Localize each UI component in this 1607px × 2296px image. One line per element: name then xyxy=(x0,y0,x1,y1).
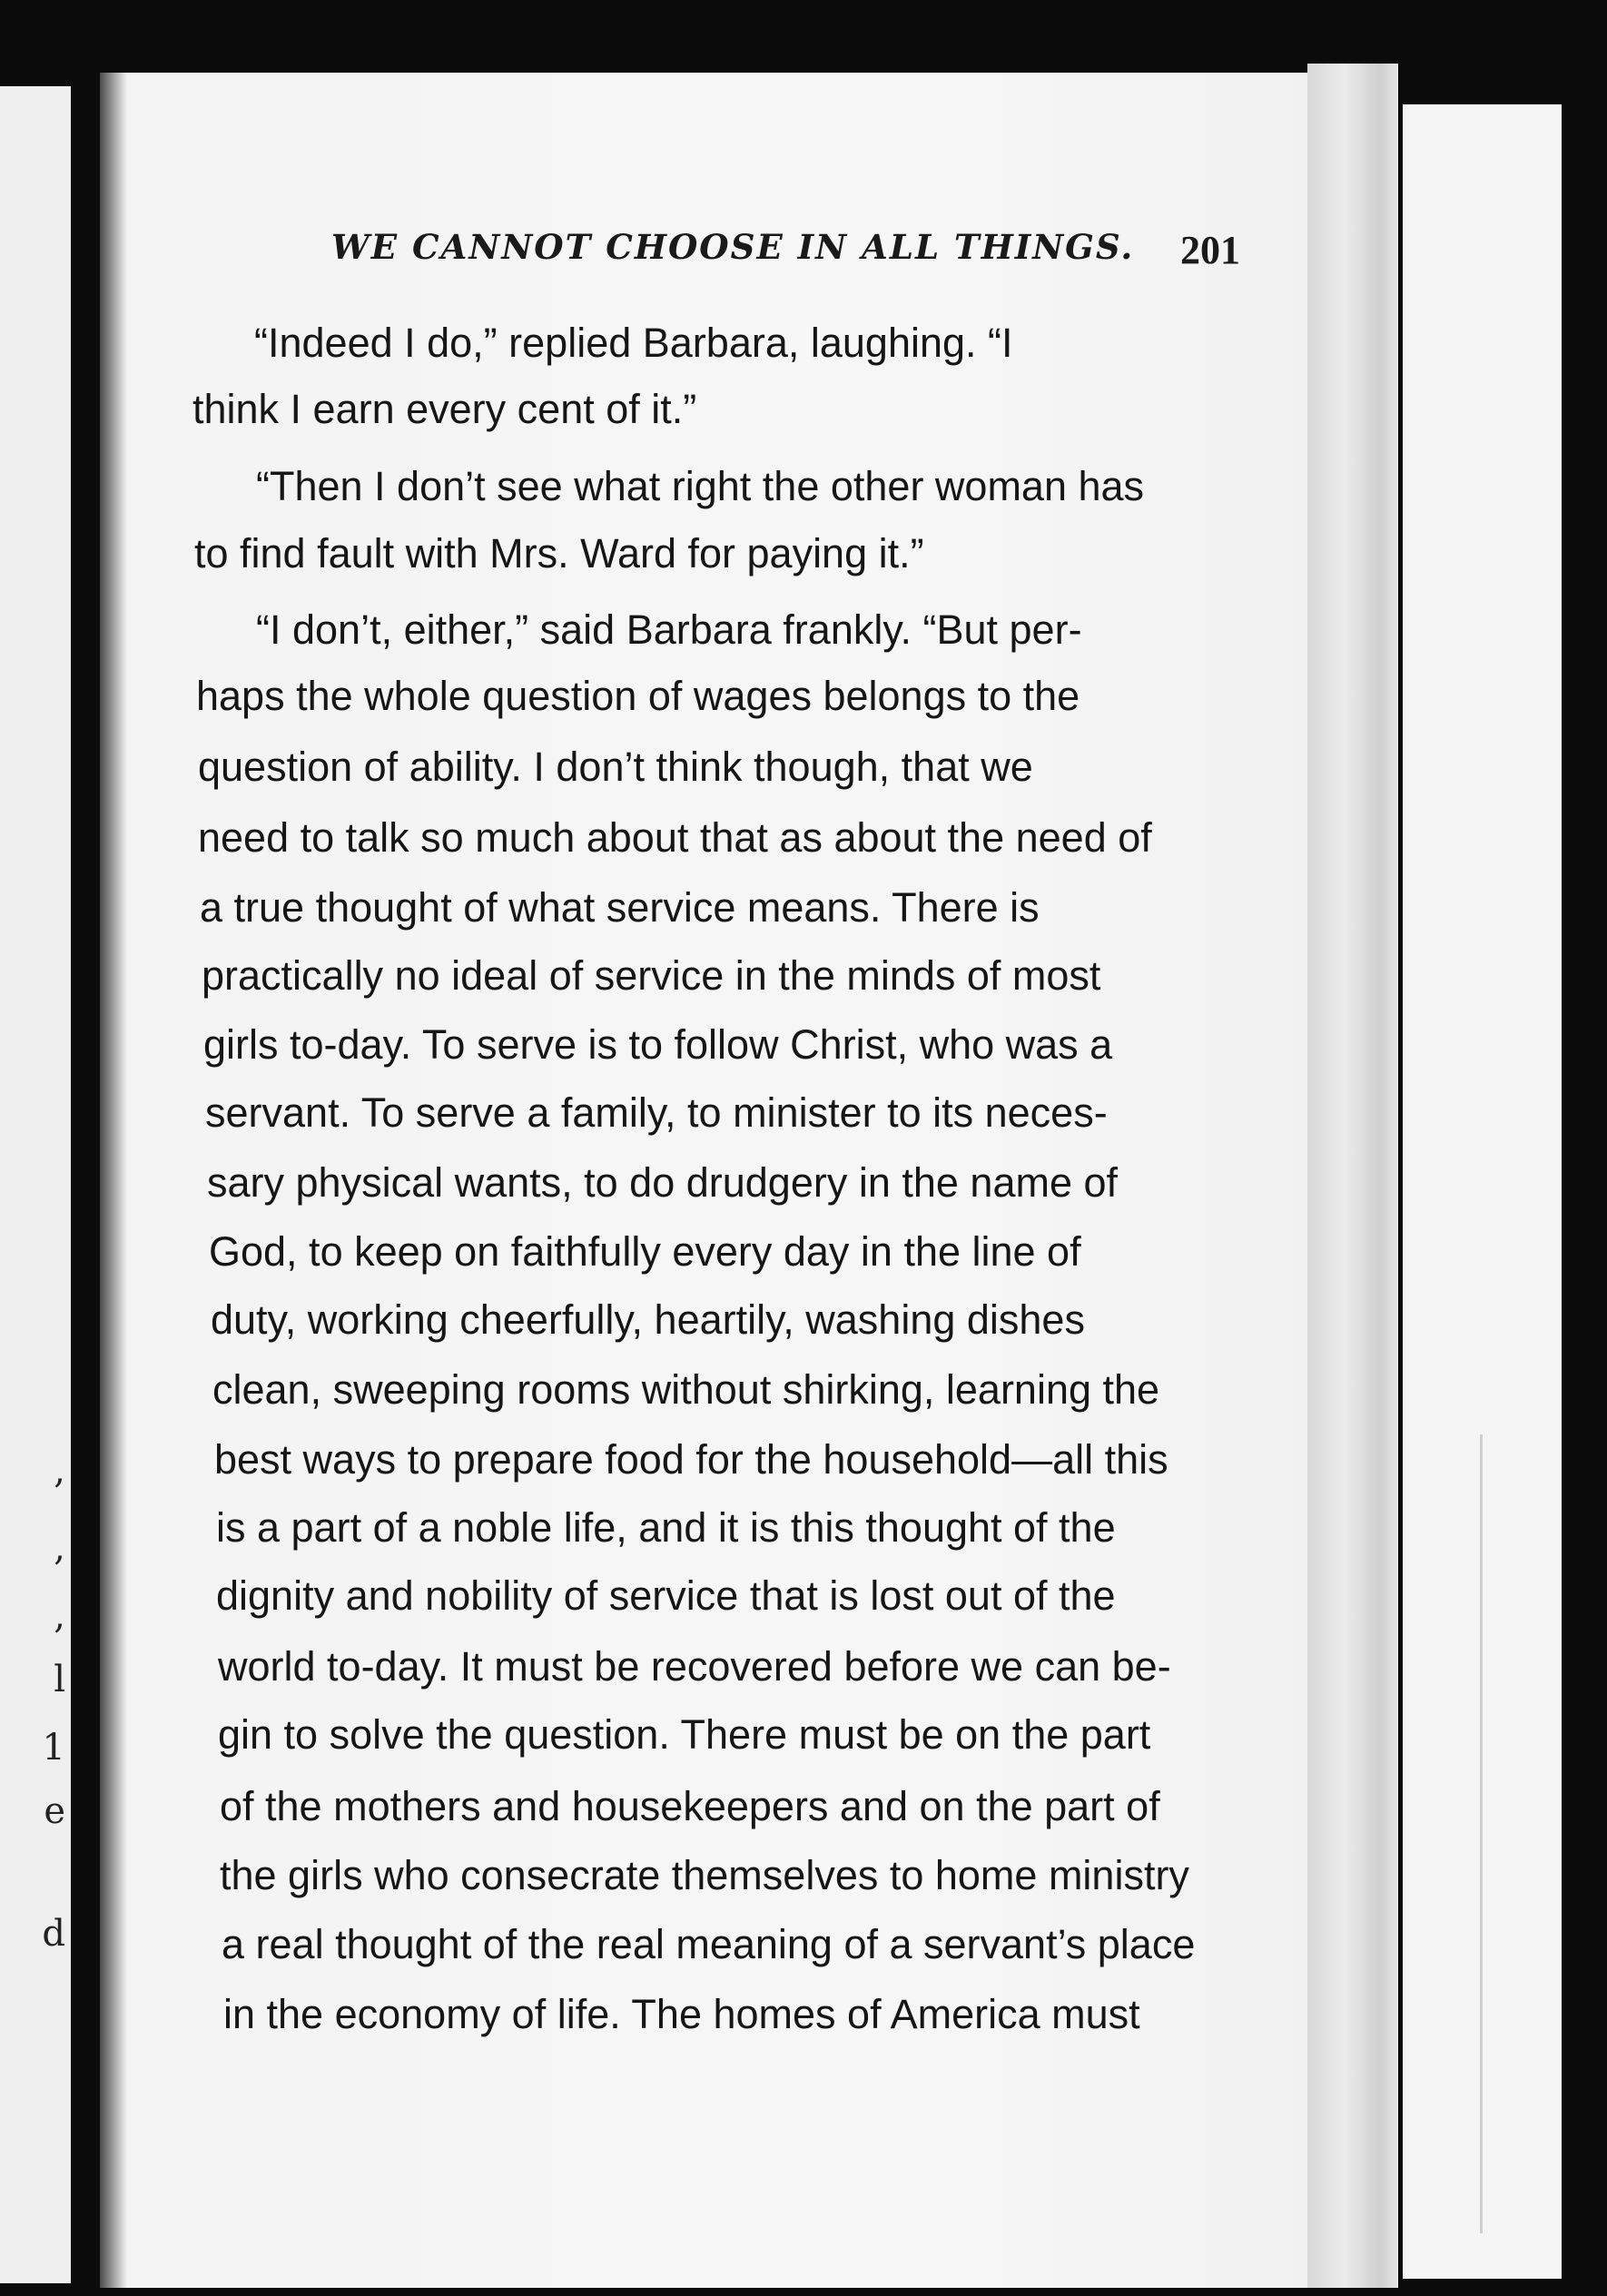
page-header xyxy=(0,227,1607,291)
text-line: need to talk so much about that as about the need of xyxy=(198,814,1152,861)
text-line: is a part of a noble life, and it is this thought of the xyxy=(216,1504,1116,1551)
text-line: haps the whole question of wages belongs to the xyxy=(196,673,1080,719)
text-line: God, to keep on faithfully every day in the line of xyxy=(209,1228,1081,1275)
facing-page-fragment: , xyxy=(54,1527,65,1569)
backing-sheet-crease xyxy=(1480,1434,1483,2233)
text-line: “I don’t, either,” said Barbara frankly. “But per- xyxy=(256,606,1082,653)
text-line: “Then I don’t see what right the other woman has xyxy=(256,463,1145,509)
text-line: world to-day. It must be recovered before we can be- xyxy=(218,1643,1171,1690)
text-line: gin to solve the question. There must be on the part xyxy=(218,1711,1151,1758)
text-line: a real thought of the real meaning of a servant’s place xyxy=(222,1921,1196,1967)
text-line: of the mothers and housekeepers and on the part of xyxy=(220,1783,1160,1829)
text-line: practically no ideal of service in the minds of most xyxy=(202,952,1101,999)
text-line: best ways to prepare food for the household—all this xyxy=(214,1436,1168,1483)
facing-page-fragment: l xyxy=(54,1659,65,1700)
text-line: a true thought of what service means. There is xyxy=(200,884,1040,931)
text-line: “Indeed I do,” replied Barbara, laughing. “I xyxy=(254,320,1013,366)
text-line: duty, working cheerfully, heartily, washing dishes xyxy=(211,1296,1085,1343)
text-line: girls to-day. To serve is to follow Christ, who was a xyxy=(203,1021,1113,1068)
page-number: 201 xyxy=(1180,228,1240,272)
facing-page-fragment: , xyxy=(54,1595,65,1637)
facing-page-fragment: 1 xyxy=(42,1727,65,1769)
text-line: sary physical wants, to do drudgery in the name of xyxy=(207,1159,1119,1206)
text-line: think I earn every cent of it.” xyxy=(192,386,697,432)
text-line: dignity and nobility of service that is lost out of the xyxy=(216,1572,1116,1619)
facing-page-fragment: , xyxy=(54,1450,65,1492)
text-line: to find fault with Mrs. Ward for paying it.” xyxy=(194,530,924,576)
text-line: the girls who consecrate themselves to home ministry xyxy=(220,1852,1189,1898)
page-stack-edge xyxy=(1307,64,1398,2288)
text-line: question of ability. I don’t think though, that we xyxy=(198,744,1033,790)
facing-page-edge xyxy=(0,86,71,2283)
text-line: clean, sweeping rooms without shirking, learning the xyxy=(212,1366,1160,1413)
facing-page-fragment: e xyxy=(44,1790,65,1832)
text-line: servant. To serve a family, to minister to its neces- xyxy=(205,1089,1108,1136)
text-line: in the economy of life. The homes of America must xyxy=(223,1991,1140,2037)
spine-shadow xyxy=(100,73,127,2288)
running-head: WE CANNOT CHOOSE IN ALL THINGS. xyxy=(331,227,1135,267)
facing-page-fragment: d xyxy=(42,1913,65,1955)
